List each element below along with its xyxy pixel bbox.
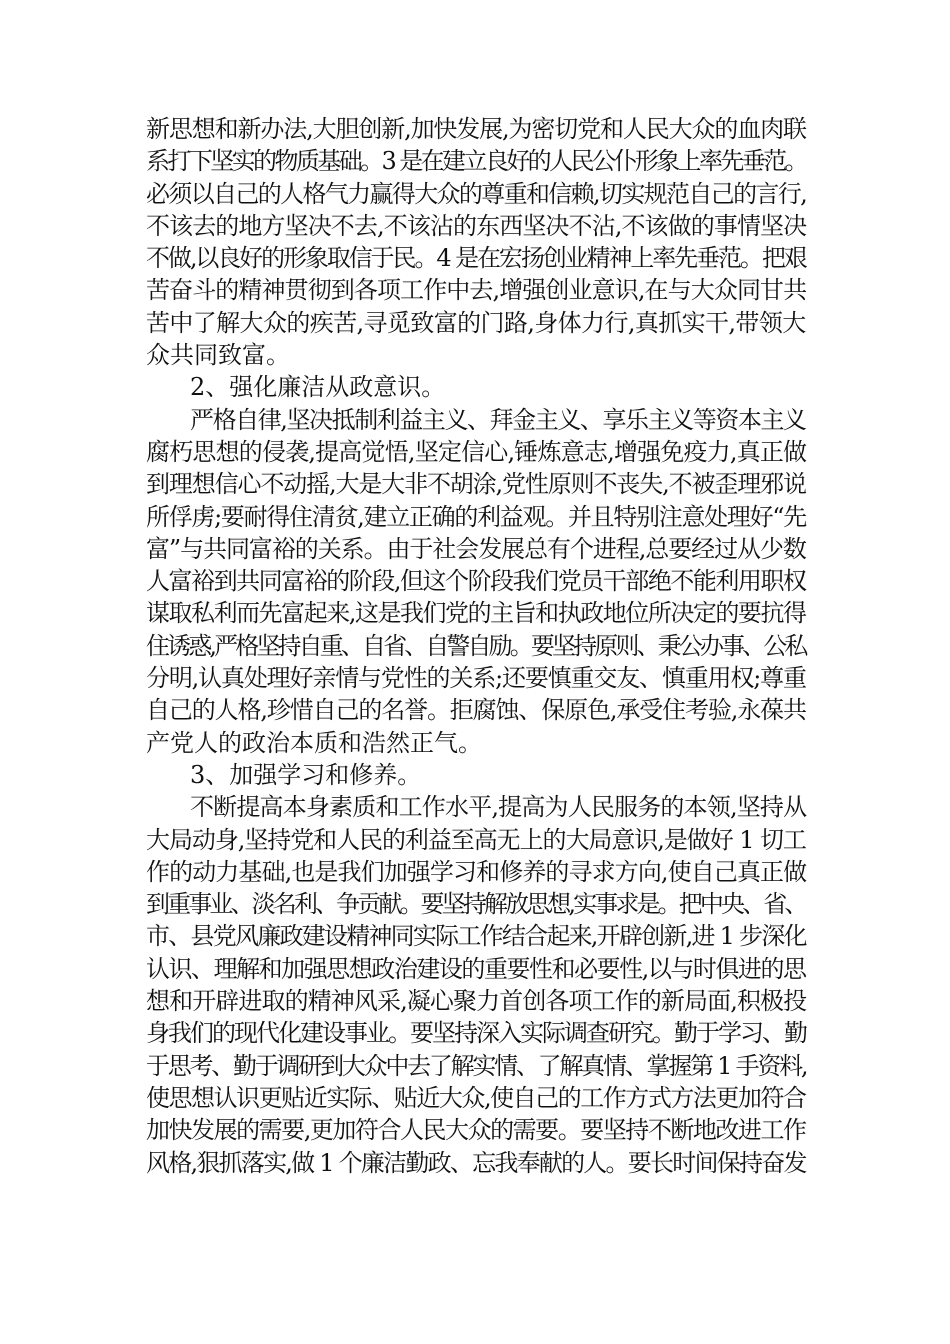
text-line: 系打下坚实的物质基础。3 是在建立良好的人民公仆形象上率先垂范。 xyxy=(146,147,807,176)
text-line: 想和开辟进取的精神风采,凝心聚力首创各项工作的新局面,积极投 xyxy=(146,987,807,1016)
text-line: 腐朽思想的侵袭,提高觉悟,坚定信心,锤炼意志,增强免疫力,真正做 xyxy=(146,437,807,466)
text-line: 新思想和新办法,大胆创新,加快发展,为密切党和人民大众的血肉联 xyxy=(146,115,806,143)
paragraph-heading-line: 2、强化廉洁从政意识。 xyxy=(190,373,446,402)
text-line: 富”与共同富裕的关系。由于社会发展总有个进程,总要经过从少数 xyxy=(146,534,806,563)
paragraph-heading-line: 不断提高本身素质和工作水平,提高为人民服务的本领,坚持从 xyxy=(190,793,807,822)
text-line: 作的动力基础,也是我们加强学习和修养的寻求方向,使自己真正做 xyxy=(146,857,807,886)
text-line: 苦中了解大众的疾苦,寻觅致富的门路,身体力行,真抓实干,带领大 xyxy=(146,308,806,337)
text-line: 苦奋斗的精神贯彻到各项工作中去,增强创业意识,在与大众同甘共 xyxy=(146,276,807,305)
text-line: 不做,以良好的形象取信于民。4 是在宏扬创业精神上率先垂范。把艰 xyxy=(146,244,806,273)
text-line: 使思想认识更贴近实际、贴近大众,使自己的工作方式方法更加符合 xyxy=(146,1083,806,1112)
text-line: 产党人的政治本质和浩然正气。 xyxy=(146,728,482,757)
text-line: 风格,狠抓落实,做 1 个廉洁勤政、忘我奉献的人。要长时间保持奋发 xyxy=(146,1148,806,1177)
text-line: 不该去的地方坚决不去,不该沾的东西坚决不沾,不该做的事情坚决 xyxy=(146,211,807,240)
text-line: 加快发展的需要,更加符合人民大众的需要。要坚持不断地改进工作 xyxy=(146,1116,806,1145)
text-line: 众共同致富。 xyxy=(146,341,290,370)
text-line: 大局动身,坚持党和人民的利益至高无上的大局意识,是做好 1 切工 xyxy=(146,825,806,854)
text-line: 到理想信心不动摇,大是大非不胡涂,党性原则不丧失,不被歪理邪说 xyxy=(146,470,806,499)
text-line: 住诱惑,严格坚持自重、自省、自警自励。要坚持原则、秉公办事、公私 xyxy=(146,631,806,660)
text-line: 自己的人格,珍惜自己的名誉。拒腐蚀、保原色,承受住考验,永葆共 xyxy=(146,696,806,725)
text-line: 身我们的现代化建设事业。要坚持深入实际调查研究。勤于学习、勤 xyxy=(146,1019,806,1048)
text-line: 必须以自己的人格气力赢得大众的尊重和信赖,切实规范自己的言行, xyxy=(146,179,807,208)
text-line: 于思考、勤于调研到大众中去了解实情、了解真情、掌握第 1 手资料, xyxy=(146,1051,807,1080)
text-line: 分明,认真处理好亲情与党性的关系;还要慎重交友、慎重用权;尊重 xyxy=(146,664,806,693)
text-line: 人富裕到共同富裕的阶段,但这个阶段我们党员干部绝不能利用职权 xyxy=(146,567,806,596)
document-page xyxy=(146,113,806,1179)
paragraph-heading-line: 3、加强学习和修养。 xyxy=(190,760,422,789)
text-line: 谋取私利而先富起来,这是我们党的主旨和执政地位所决定的要抗得 xyxy=(146,599,806,628)
text-line: 到重事业、淡名利、争贡献。要坚持解放思想,实事求是。把中央、省、 xyxy=(146,890,806,919)
text-line: 所俘虏;要耐得住清贫,建立正确的利益观。并且特别注意处理好“先 xyxy=(146,502,806,531)
paragraph-heading-line: 严格自律,坚决抵制利益主义、拜金主义、享乐主义等资本主义 xyxy=(190,405,806,434)
text-line: 认识、理解和加强思想政治建设的重要性和必要性,以与时俱进的思 xyxy=(146,954,806,983)
text-line: 市、县党风廉政建设精神同实际工作结合起来,开辟创新,进 1 步深化 xyxy=(146,922,806,951)
